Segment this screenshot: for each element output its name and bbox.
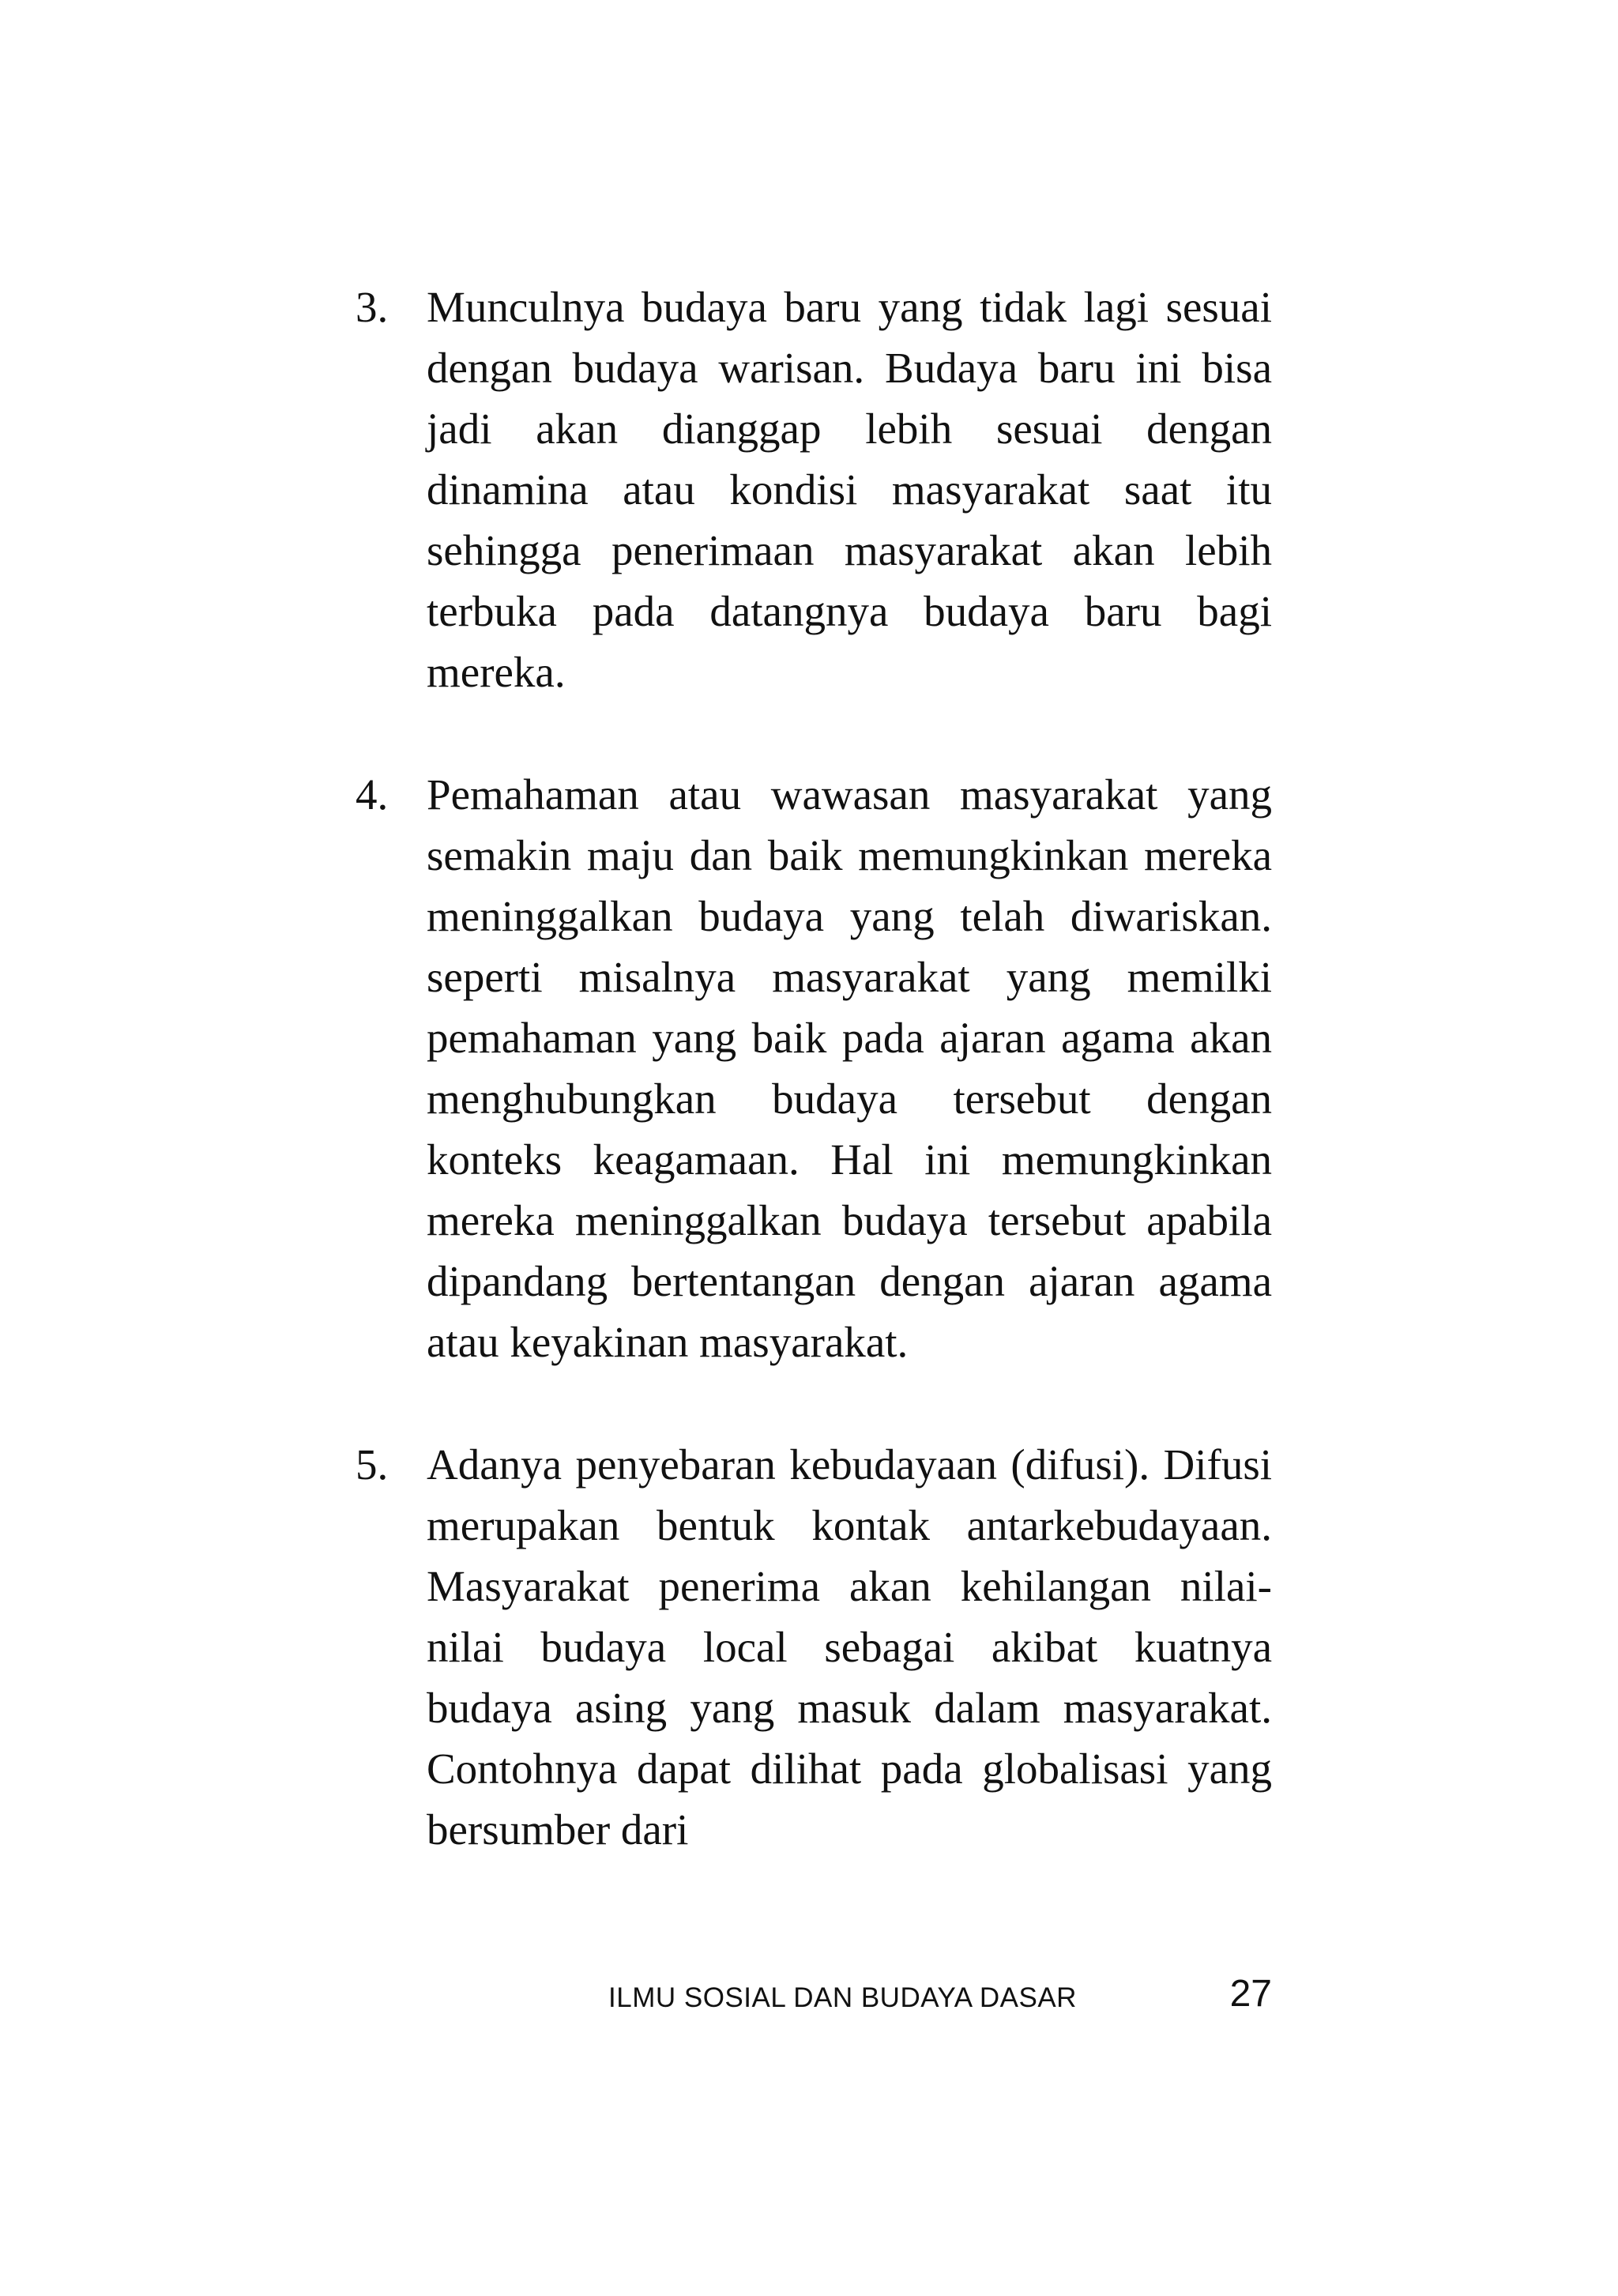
list-item [356, 764, 1272, 1372]
list-item-number: 4. [356, 770, 389, 819]
list-item-text: Munculnya budaya baru yang tidak lagi sesuai dengan budaya warisan. Budaya baru ini bisa jadi akan dianggap lebih sesuai dengan dinamina atau kondisi masyarakat saat itu sehingga penerimaan masyarakat akan lebih terbuka pada datangnya budaya baru bagi mereka. [427, 283, 1272, 696]
list-item-number: 5. [356, 1440, 389, 1489]
list-item [356, 277, 1272, 702]
list-item-number: 3. [356, 283, 389, 331]
list-item [356, 1434, 1272, 1860]
list-item-text: Pemahaman atau wawasan masyarakat yang semakin maju dan baik memungkinkan mereka meninggalkan budaya yang telah diwariskan. seperti misalnya masyarakat yang memilki pemahaman yang baik pada ajaran agama akan menghubungkan budaya tersebut dengan konteks keagamaan. Hal ini memungkinkan mereka meninggalkan budaya tersebut apabila dipandang bertentangan dengan ajaran agama atau keyakinan masyarakat. [427, 770, 1272, 1366]
page-number: 27 [1229, 1973, 1272, 2015]
running-title: ILMU SOSIAL DAN BUDAYA DASAR [608, 1982, 1077, 2013]
numbered-list [356, 277, 1272, 1921]
page-footer [356, 1969, 1272, 2024]
list-item-text: Adanya penyebaran kebudayaan (difusi). Difusi merupakan bentuk kontak antarkebudayaan. Masyarakat penerima akan kehilangan nilai-nilai budaya local sebagai akibat kuatnya budaya asing yang masuk dalam masyarakat. Contohnya dapat dilihat pada globalisasi yang bersumber dari [427, 1440, 1272, 1854]
